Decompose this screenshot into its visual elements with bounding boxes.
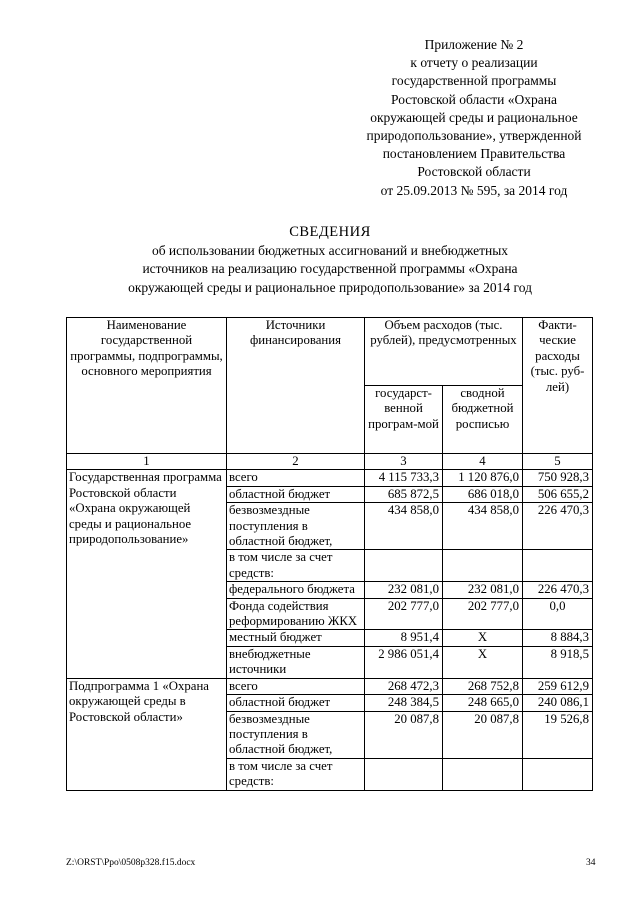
budget-list-amount-cell: 686 018,0	[443, 486, 523, 502]
state-program-amount-cell	[365, 550, 443, 582]
appendix-line: Ростовской области	[417, 164, 531, 180]
state-program-amount-cell	[365, 758, 443, 790]
column-number: 1	[67, 454, 227, 470]
budget-list-amount-cell: Х	[443, 646, 523, 678]
document-title	[60, 223, 600, 297]
state-program-amount-cell: 8 951,4	[365, 630, 443, 646]
program-name-cell: Государственная программа Ростовской области «Охрана окружающей среды и рациональное природопользование»	[67, 470, 227, 678]
table-row	[67, 470, 593, 486]
header-source: Источники финансирования	[227, 318, 365, 454]
appendix-line: Приложение № 2	[424, 37, 524, 52]
header-budget-list: сводной бюджетной росписью	[443, 386, 523, 454]
source-cell: в том числе за счет средств:	[227, 550, 365, 582]
budget-list-amount-cell	[443, 758, 523, 790]
state-program-amount-cell: 2 986 051,4	[365, 646, 443, 678]
actual-amount-cell: 750 928,3	[523, 470, 593, 486]
state-program-amount-cell: 268 472,3	[365, 678, 443, 694]
budget-list-amount-cell: Х	[443, 630, 523, 646]
budget-list-amount-cell: 434 858,0	[443, 503, 523, 550]
title-line: об использовании бюджетных ассигнований и внебюджетных	[151, 242, 509, 258]
budget-list-amount-cell: 248 665,0	[443, 695, 523, 711]
actual-amount-cell: 0,0	[523, 598, 593, 630]
budget-list-amount-cell	[443, 550, 523, 582]
source-cell: федерального бюджета	[227, 582, 365, 598]
header-state-program: государст-венной програм-мой	[365, 386, 443, 454]
source-cell: местный бюджет	[227, 630, 365, 646]
appendix-line: государственной программы	[391, 73, 557, 89]
appendix-line: от 25.09.2013 № 595, за 2014 год	[380, 182, 568, 198]
budget-list-amount-cell: 232 081,0	[443, 582, 523, 598]
budget-list-amount-cell: 202 777,0	[443, 598, 523, 630]
appendix-line: окружающей среды и рациональное	[370, 109, 578, 125]
program-name-cell: Подпрограмма 1 «Охрана окружающей среды в Ростовской области»	[67, 678, 227, 790]
state-program-amount-cell: 232 081,0	[365, 582, 443, 598]
source-cell: безвозмездные поступления в областной бюджет,	[227, 503, 365, 550]
column-number: 5	[523, 454, 593, 470]
appendix-line: к отчету о реализации	[410, 55, 538, 71]
budget-list-amount-cell: 268 752,8	[443, 678, 523, 694]
budget-list-amount-cell: 1 120 876,0	[443, 470, 523, 486]
actual-amount-cell: 240 086,1	[523, 695, 593, 711]
source-cell: областной бюджет	[227, 486, 365, 502]
column-number: 4	[443, 454, 523, 470]
title-line: окружающей среды и рациональное природопользование» за 2014 год	[128, 279, 532, 295]
state-program-amount-cell: 434 858,0	[365, 503, 443, 550]
actual-amount-cell: 259 612,9	[523, 678, 593, 694]
source-cell: всего	[227, 678, 365, 694]
state-program-amount-cell: 202 777,0	[365, 598, 443, 630]
source-cell: Фонда содействия реформированию ЖКХ	[227, 598, 365, 630]
expenditure-table	[66, 317, 593, 791]
table-row	[67, 678, 593, 694]
appendix-line: природопользование», утвержденной	[366, 128, 582, 144]
source-cell: в том числе за счет средств:	[227, 758, 365, 790]
footer-page-number: 34	[586, 858, 596, 868]
appendix-line: Ростовской области «Охрана	[391, 91, 557, 107]
budget-list-amount-cell: 20 087,8	[443, 711, 523, 758]
title-line: источников на реализацию государственной программы «Охрана	[142, 261, 518, 276]
actual-amount-cell: 19 526,8	[523, 711, 593, 758]
appendix-line: постановлением Правительства	[382, 146, 566, 162]
source-cell: всего	[227, 470, 365, 486]
state-program-amount-cell: 685 872,5	[365, 486, 443, 502]
actual-amount-cell: 8 918,5	[523, 646, 593, 678]
source-cell: безвозмездные поступления в областной бюджет,	[227, 711, 365, 758]
state-program-amount-cell: 20 087,8	[365, 711, 443, 758]
source-cell: областной бюджет	[227, 695, 365, 711]
header-actual: Факти-ческие расходы (тыс. руб-лей)	[523, 318, 593, 454]
state-program-amount-cell: 4 115 733,3	[365, 470, 443, 486]
actual-amount-cell: 226 470,3	[523, 582, 593, 598]
actual-amount-cell: 506 655,2	[523, 486, 593, 502]
actual-amount-cell: 226 470,3	[523, 503, 593, 550]
header-name: Наименование государственной программы, подпрограммы, основного мероприятия	[67, 318, 227, 454]
actual-amount-cell: 8 884,3	[523, 630, 593, 646]
column-number: 3	[365, 454, 443, 470]
actual-amount-cell	[523, 758, 593, 790]
state-program-amount-cell: 248 384,5	[365, 695, 443, 711]
column-number: 2	[227, 454, 365, 470]
footer-file-path: Z:\ORST\Ppo\0508p328.f15.docx	[66, 858, 196, 868]
title-main: СВЕДЕНИЯ	[289, 224, 371, 240]
header-planned: Объем расходов (тыс. рублей), предусмотренных	[365, 318, 523, 386]
source-cell: внебюджетные источники	[227, 646, 365, 678]
actual-amount-cell	[523, 550, 593, 582]
appendix-header	[340, 36, 608, 200]
